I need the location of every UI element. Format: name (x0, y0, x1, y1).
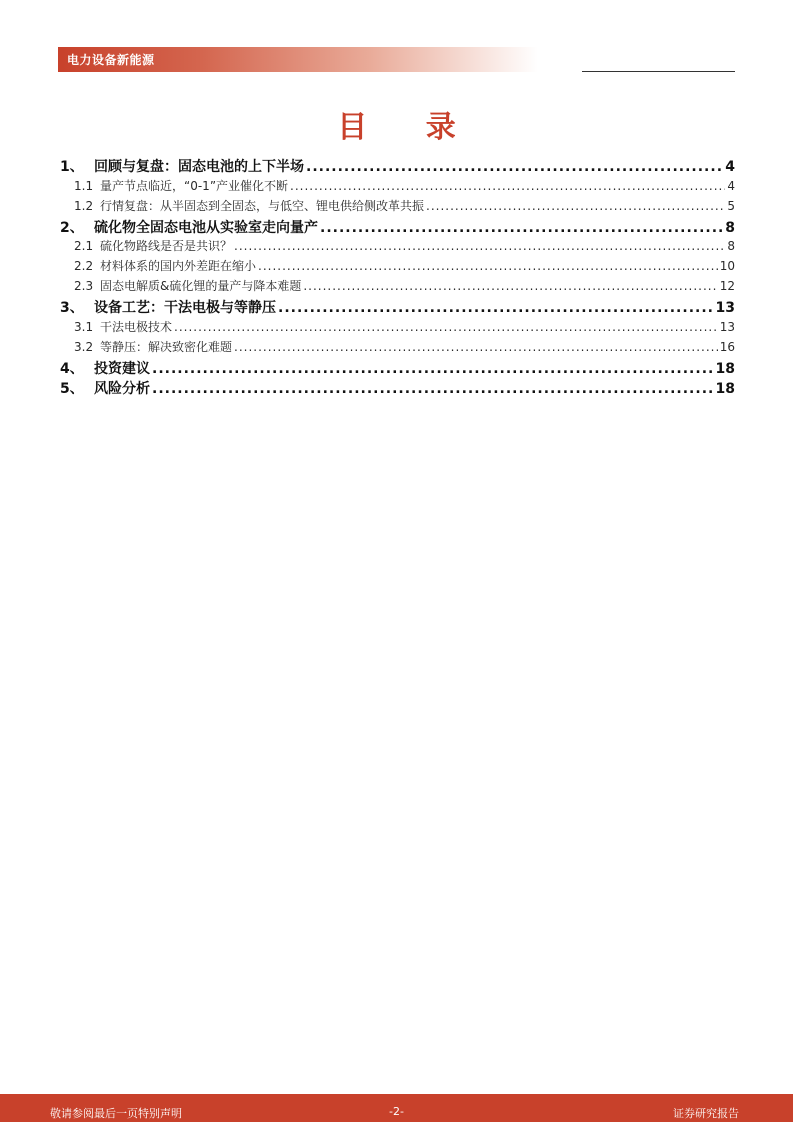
toc-entry[interactable] (60, 338, 735, 358)
toc-entry[interactable] (60, 297, 735, 318)
page-number: -2- (389, 1105, 404, 1118)
section-label: 电力设备新能源 (67, 53, 155, 67)
header-divider (582, 71, 735, 72)
toc-leader-dots (258, 259, 718, 273)
toc-entry-number: 2.3 (74, 279, 94, 293)
toc-entry-number: 1.2 (74, 198, 94, 213)
toc-entry-number: 3、 (60, 300, 84, 316)
toc-entry-number: 2.1 (74, 239, 94, 253)
toc-entry[interactable] (60, 177, 735, 197)
toc-entry-page: 18 (715, 381, 735, 397)
footer-report-type: 证券研究报告 (673, 1107, 739, 1120)
toc-entry-number: 2、 (60, 219, 84, 236)
toc-entry-title: 行情复盘：从半固态到全固态，与低空、锂电供给侧改革共振 (100, 198, 425, 213)
footer-disclaimer: 敬请参阅最后一页特别声明 (50, 1107, 182, 1120)
toc-entry-title: 量产节点临近，“0-1”产业催化不断 (100, 178, 289, 193)
toc-entry-number: 1.1 (74, 178, 94, 193)
toc-entry-page: 5 (727, 198, 735, 213)
toc-entry-number: 4、 (60, 360, 84, 377)
toc-entry-number: 3.2 (74, 339, 94, 354)
toc-entry-page: 16 (719, 339, 735, 354)
toc-entry-page: 4 (727, 178, 735, 193)
toc-entry-page: 8 (727, 239, 735, 253)
toc-entry[interactable] (60, 318, 735, 338)
toc-leader-dots (303, 279, 717, 293)
toc-entry-page: 13 (719, 319, 735, 334)
toc-entry-page: 10 (719, 259, 735, 273)
toc-entry[interactable] (60, 237, 735, 257)
toc-entry-page: 18 (715, 360, 735, 377)
toc-entry[interactable] (60, 156, 735, 177)
toc-entry-number: 5、 (60, 381, 84, 397)
toc-leader-dots (234, 239, 725, 253)
toc-entry[interactable] (60, 257, 735, 277)
toc-entry-title: 回顾与复盘：固态电池的上下半场 (94, 159, 304, 175)
page-title: 目 录 (337, 110, 480, 145)
toc-entry-title: 固态电解质&硫化锂的量产与降本难题 (100, 279, 302, 293)
toc-leader-dots (290, 179, 725, 193)
toc-leader-dots (234, 340, 718, 354)
toc-entry-page: 8 (725, 219, 735, 236)
toc-entry-title: 干法电极技术 (100, 319, 173, 334)
toc-entry-title: 风险分析 (94, 381, 150, 397)
toc-entry-title: 硫化物全固态电池从实验室走向量产 (94, 219, 318, 236)
toc-entry-page: 13 (715, 300, 735, 316)
toc-leader-dots (152, 381, 714, 397)
toc-entry-page: 4 (725, 159, 735, 175)
toc-leader-dots (152, 361, 714, 377)
toc-entry-title: 投资建议 (94, 360, 150, 377)
toc-entry[interactable] (60, 217, 735, 238)
toc-entry-number: 3.1 (74, 319, 94, 334)
toc-entry-title: 等静压：解决致密化难题 (100, 339, 233, 354)
toc-entry-page: 12 (719, 279, 735, 293)
toc-leader-dots (174, 320, 718, 334)
toc-leader-dots (320, 220, 723, 236)
toc-entry-title: 材料体系的国内外差距在缩小 (100, 259, 257, 273)
toc-entry-title: 硫化物路线是否是共识？ (100, 239, 233, 253)
toc-leader-dots (278, 300, 714, 316)
toc-entry-number: 1、 (60, 159, 84, 175)
toc-leader-dots (426, 199, 725, 213)
page-footer (0, 1094, 793, 1122)
toc-entry-number: 2.2 (74, 259, 94, 273)
toc-entry-title: 设备工艺：干法电极与等静压 (94, 300, 276, 316)
toc-entry[interactable] (60, 378, 735, 399)
toc-leader-dots (306, 159, 723, 175)
toc-entry[interactable] (60, 358, 735, 379)
header-band (58, 47, 538, 72)
toc-entry[interactable] (60, 277, 735, 297)
table-of-contents (60, 156, 735, 399)
toc-entry[interactable] (60, 197, 735, 217)
